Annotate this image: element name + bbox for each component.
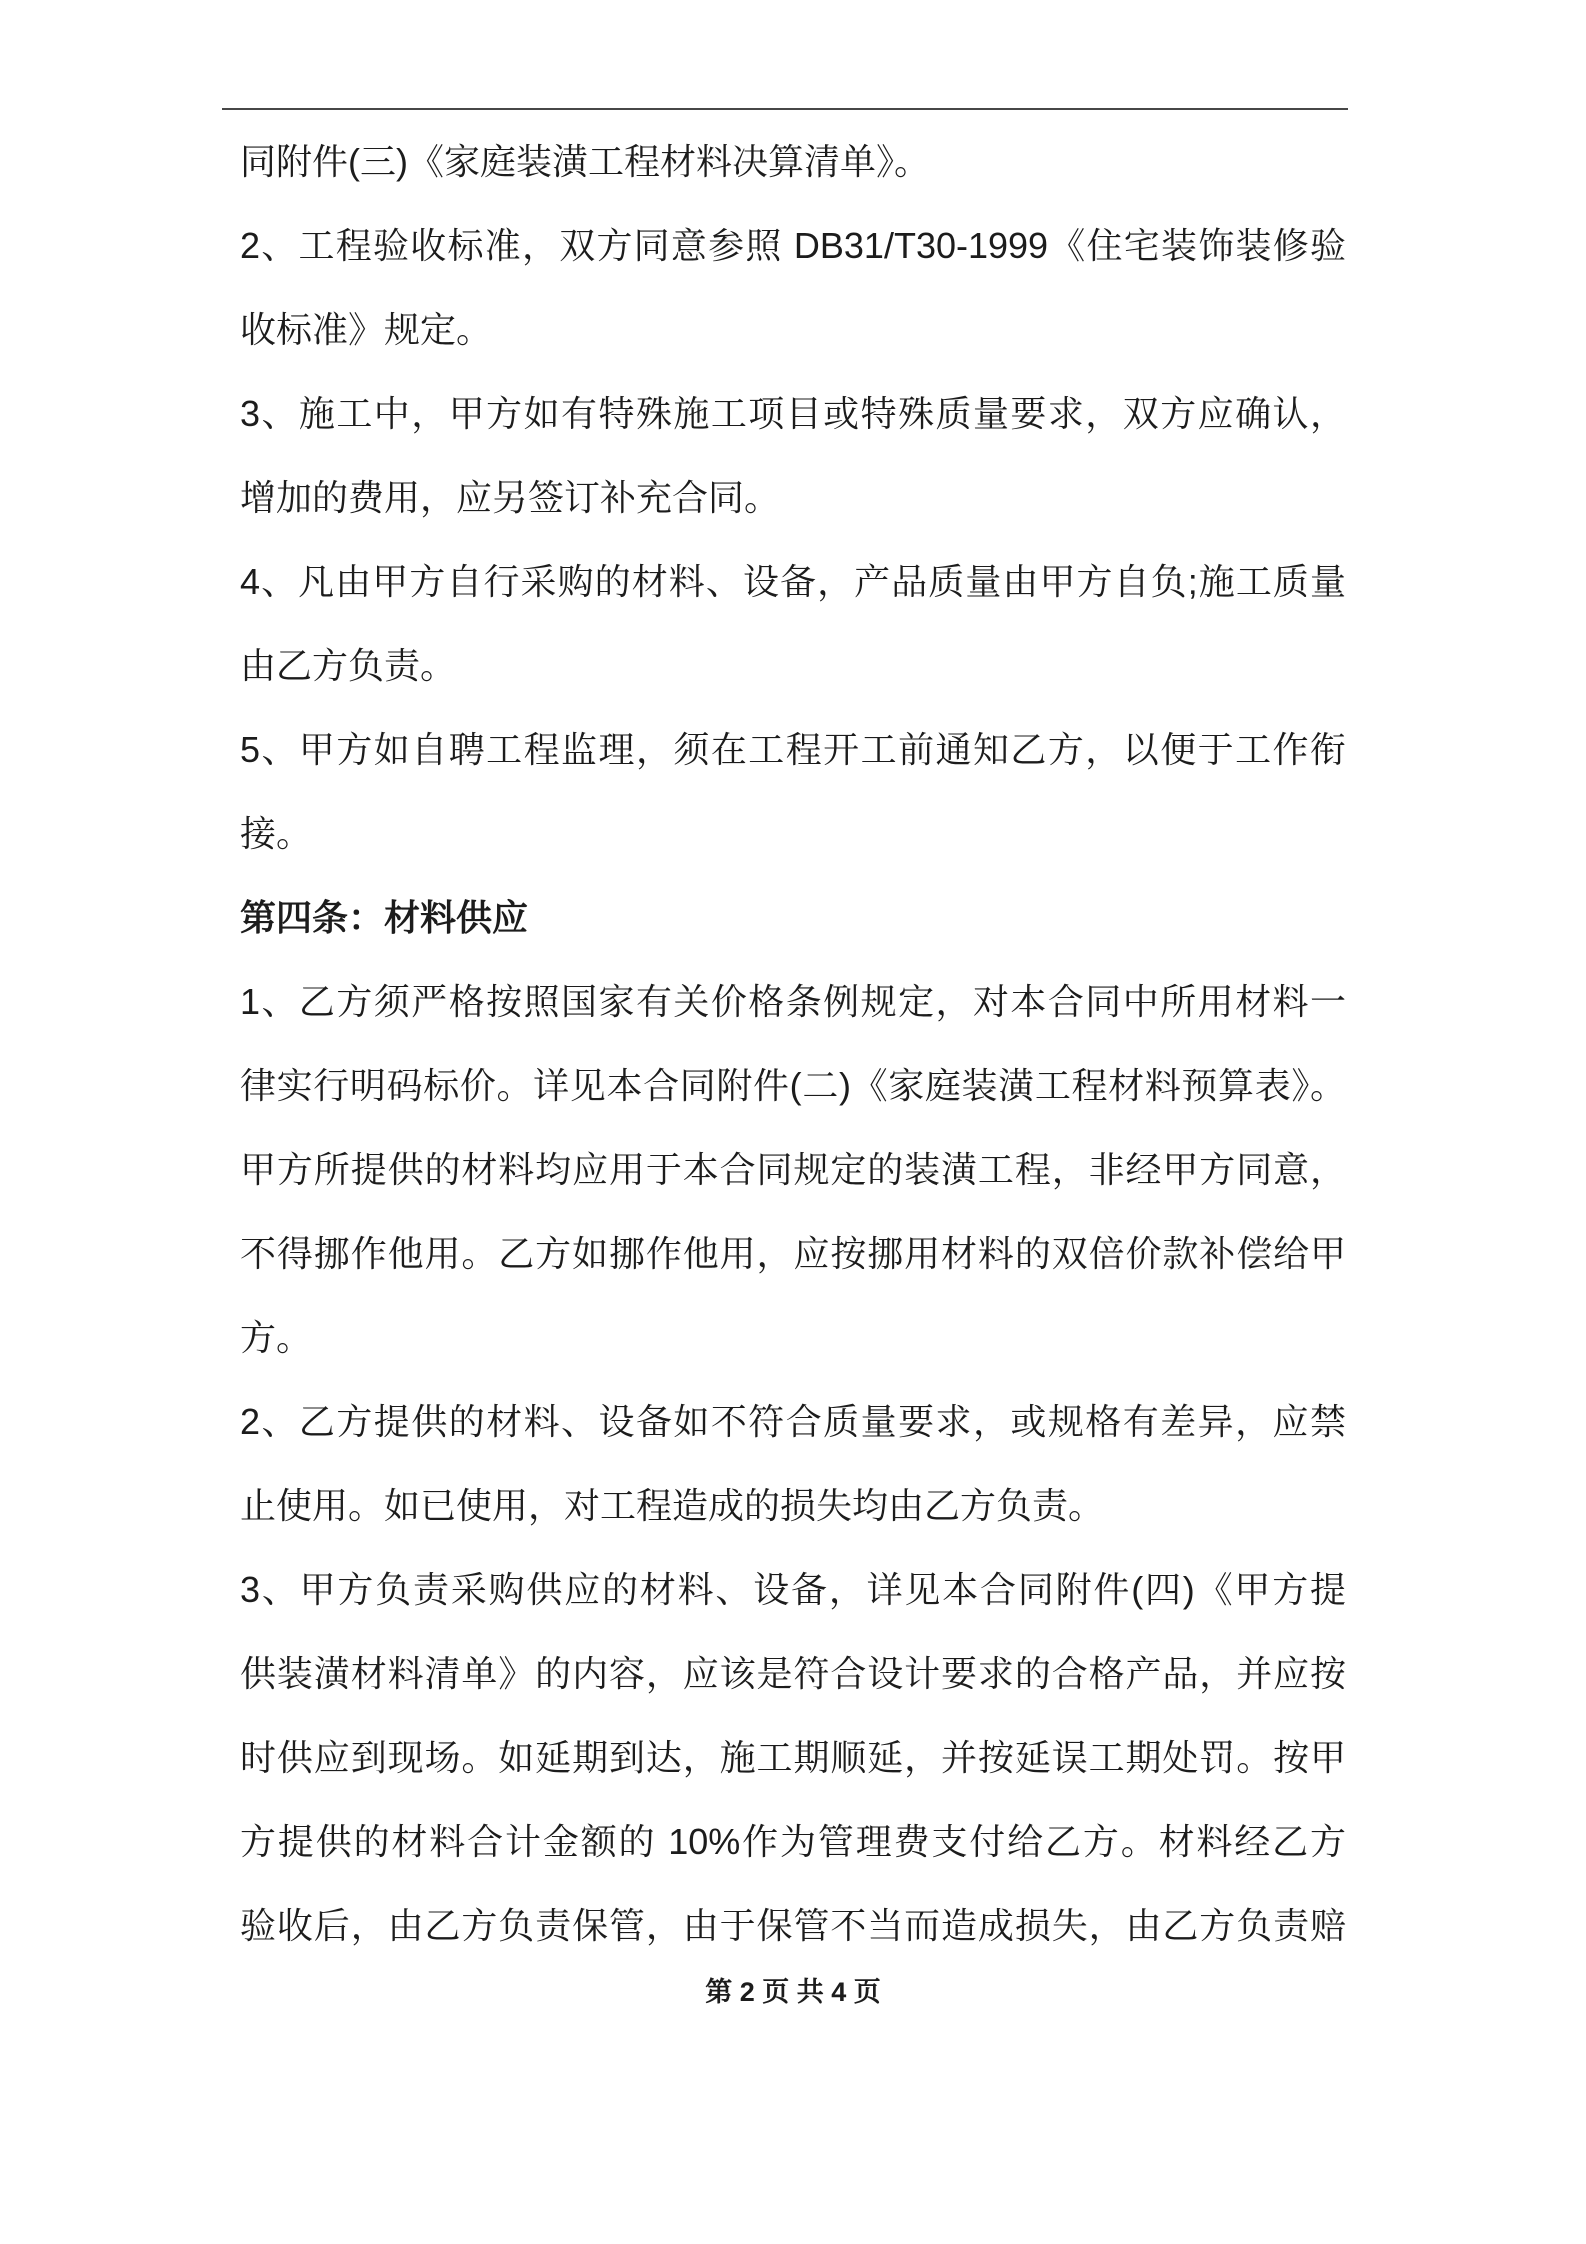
- text-line: 甲方所提供的材料均应用于本合同规定的装潢工程，非经甲方同意，: [240, 1149, 1346, 1190]
- page-number: 第 2 页 共 4 页: [705, 1977, 881, 2007]
- text-line: 时供应到现场。如延期到达，施工期顺延，并按延误工期处罚。按甲: [240, 1737, 1346, 1778]
- text-line: 方提供的材料合计金额的 10%作为管理费支付给乙方。材料经乙方: [240, 1821, 1346, 1862]
- text-line: 律实行明码标价。详见本合同附件(二)《家庭装潢工程材料预算表》。: [240, 1065, 1346, 1106]
- text-line: 由乙方负责。: [240, 645, 457, 686]
- text-line: 4、凡由甲方自行采购的材料、设备，产品质量由甲方自负;施工质量: [240, 561, 1346, 602]
- text-line: 3、施工中，甲方如有特殊施工项目或特殊质量要求，双方应确认，: [240, 393, 1346, 434]
- text-line: 2、工程验收标准，双方同意参照 DB31/T30-1999《住宅装饰装修验: [240, 225, 1346, 266]
- text-line: 供装潢材料清单》的内容，应该是符合设计要求的合格产品，并应按: [240, 1653, 1346, 1694]
- text-line: 2、乙方提供的材料、设备如不符合质量要求，或规格有差异，应禁: [240, 1401, 1346, 1442]
- text-line: 止使用。如已使用，对工程造成的损失均由乙方负责。: [240, 1485, 1105, 1526]
- text-line: 验收后，由乙方负责保管，由于保管不当而造成损失，由乙方负责赔: [240, 1905, 1346, 1946]
- section-heading: 第四条：材料供应: [240, 897, 529, 938]
- text-line: 不得挪作他用。乙方如挪作他用，应按挪用材料的双倍价款补偿给甲: [240, 1233, 1346, 1274]
- text-line: 接。: [240, 813, 313, 854]
- text-line: 3、甲方负责采购供应的材料、设备，详见本合同附件(四)《甲方提: [240, 1569, 1346, 1610]
- text-line: 收标准》规定。: [240, 309, 493, 350]
- text-line: 1、乙方须严格按照国家有关价格条例规定，对本合同中所用材料一: [240, 981, 1346, 1022]
- text-line: 方。: [240, 1317, 313, 1358]
- text-line: 5、甲方如自聘工程监理，须在工程开工前通知乙方，以便于工作衔: [240, 729, 1346, 770]
- header-divider: [222, 108, 1348, 110]
- text-line: 同附件(三)《家庭装潢工程材料决算清单》。: [240, 141, 930, 182]
- document-content: [240, 120, 1346, 1968]
- page-footer: [0, 1972, 1586, 2012]
- text-line: 增加的费用，应另签订补充合同。: [240, 477, 781, 518]
